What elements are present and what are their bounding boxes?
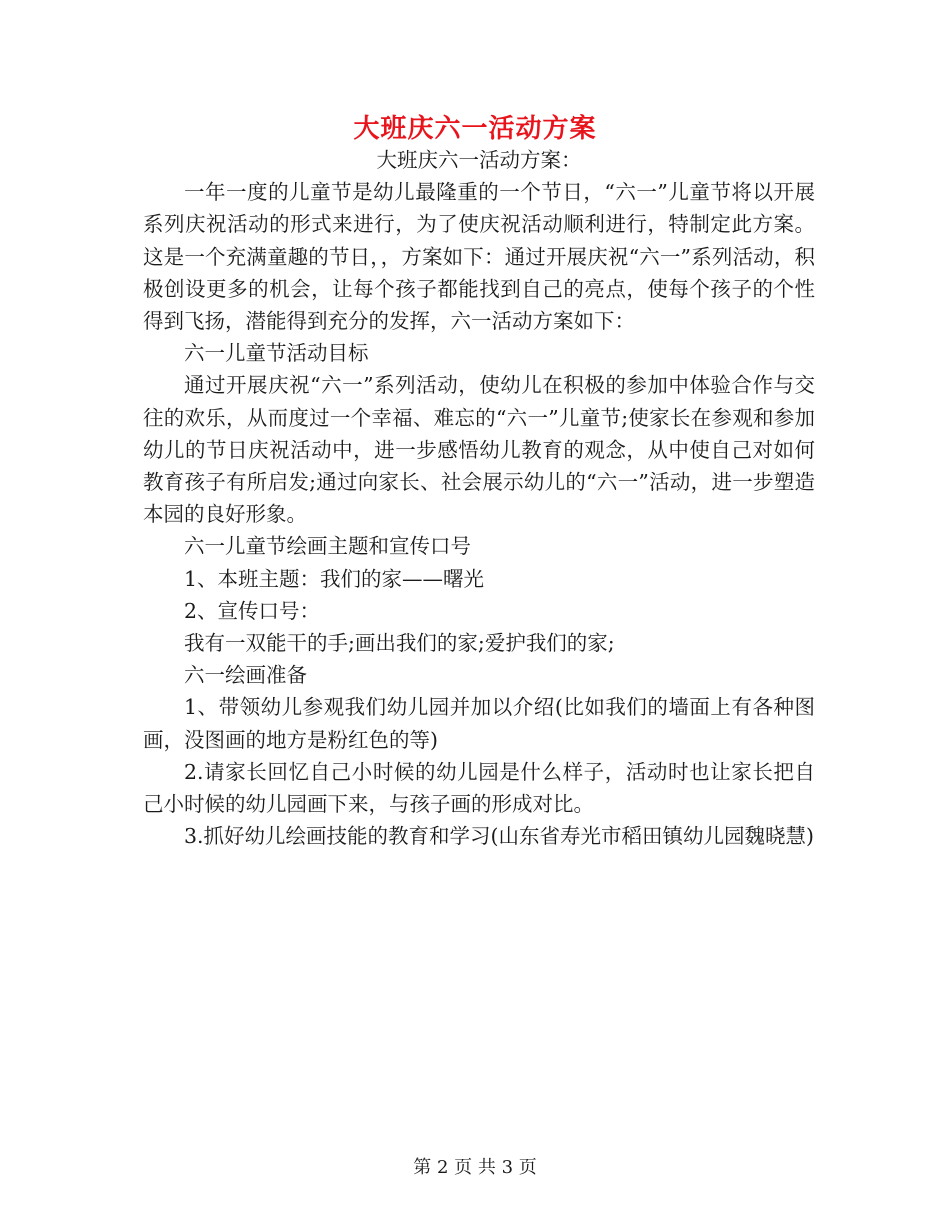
theme-item: 1、本班主题：我们的家——曙光: [184, 566, 485, 591]
page-number-footer: 第 2 页 共 3 页: [413, 1157, 537, 1178]
slogan-item: 2、宣传口号：: [184, 598, 321, 623]
intro-paragraph: 一年一度的儿童节是幼儿最隆重的一个节日，“六一”儿童节将以开展系列庆祝活动的形式来进行，为了使庆祝活动顺利进行，特制定此方案。这是一个充满童趣的节日，，方案如下：通过开展庆祝“六一”系列活动，积极创设更多的机会，让每个孩子都能找到自己的亮点，使每个孩子的个性得到飞扬，潜能得到充分的发挥，六一活动方案如下：: [143, 180, 815, 334]
section-heading-goals: 六一儿童节活动目标: [184, 341, 369, 366]
preparation-item-1: 1、带领幼儿参观我们幼儿园并加以介绍(比如我们的墙面上有各种图画，没图画的地方是粉红色的等): [143, 695, 815, 752]
slogan-text: 我有一双能干的手;画出我们的家;爱护我们的家;: [184, 631, 615, 656]
goals-paragraph: 通过开展庆祝“六一”系列活动，使幼儿在积极的参加中体验合作与交往的欢乐，从而度过一个幸福、难忘的“六一”儿童节;使家长在参观和参加幼儿的节日庆祝活动中，进一步感悟幼儿教育的观念，从中使自己对如何教育孩子有所启发;通过向家长、社会展示幼儿的“六一”活动，进一步塑造本园的良好形象。: [143, 373, 815, 527]
preparation-item-3: 3.抓好幼儿绘画技能的教育和学习(山东省寿光市稻田镇幼儿园魏晓慧): [184, 824, 815, 849]
preparation-item-2: 2.请家长回忆自己小时候的幼儿园是什么样子，活动时也让家长把自己小时候的幼儿园画下来，与孩子画的形成对比。: [143, 759, 815, 817]
document-subtitle: 大班庆六一活动方案：: [376, 148, 582, 172]
section-heading-preparation: 六一绘画准备: [184, 663, 307, 688]
page-title: 大班庆六一活动方案: [353, 114, 597, 144]
document-body: [143, 144, 815, 852]
section-heading-theme: 六一儿童节绘画主题和宣传口号: [184, 534, 471, 559]
